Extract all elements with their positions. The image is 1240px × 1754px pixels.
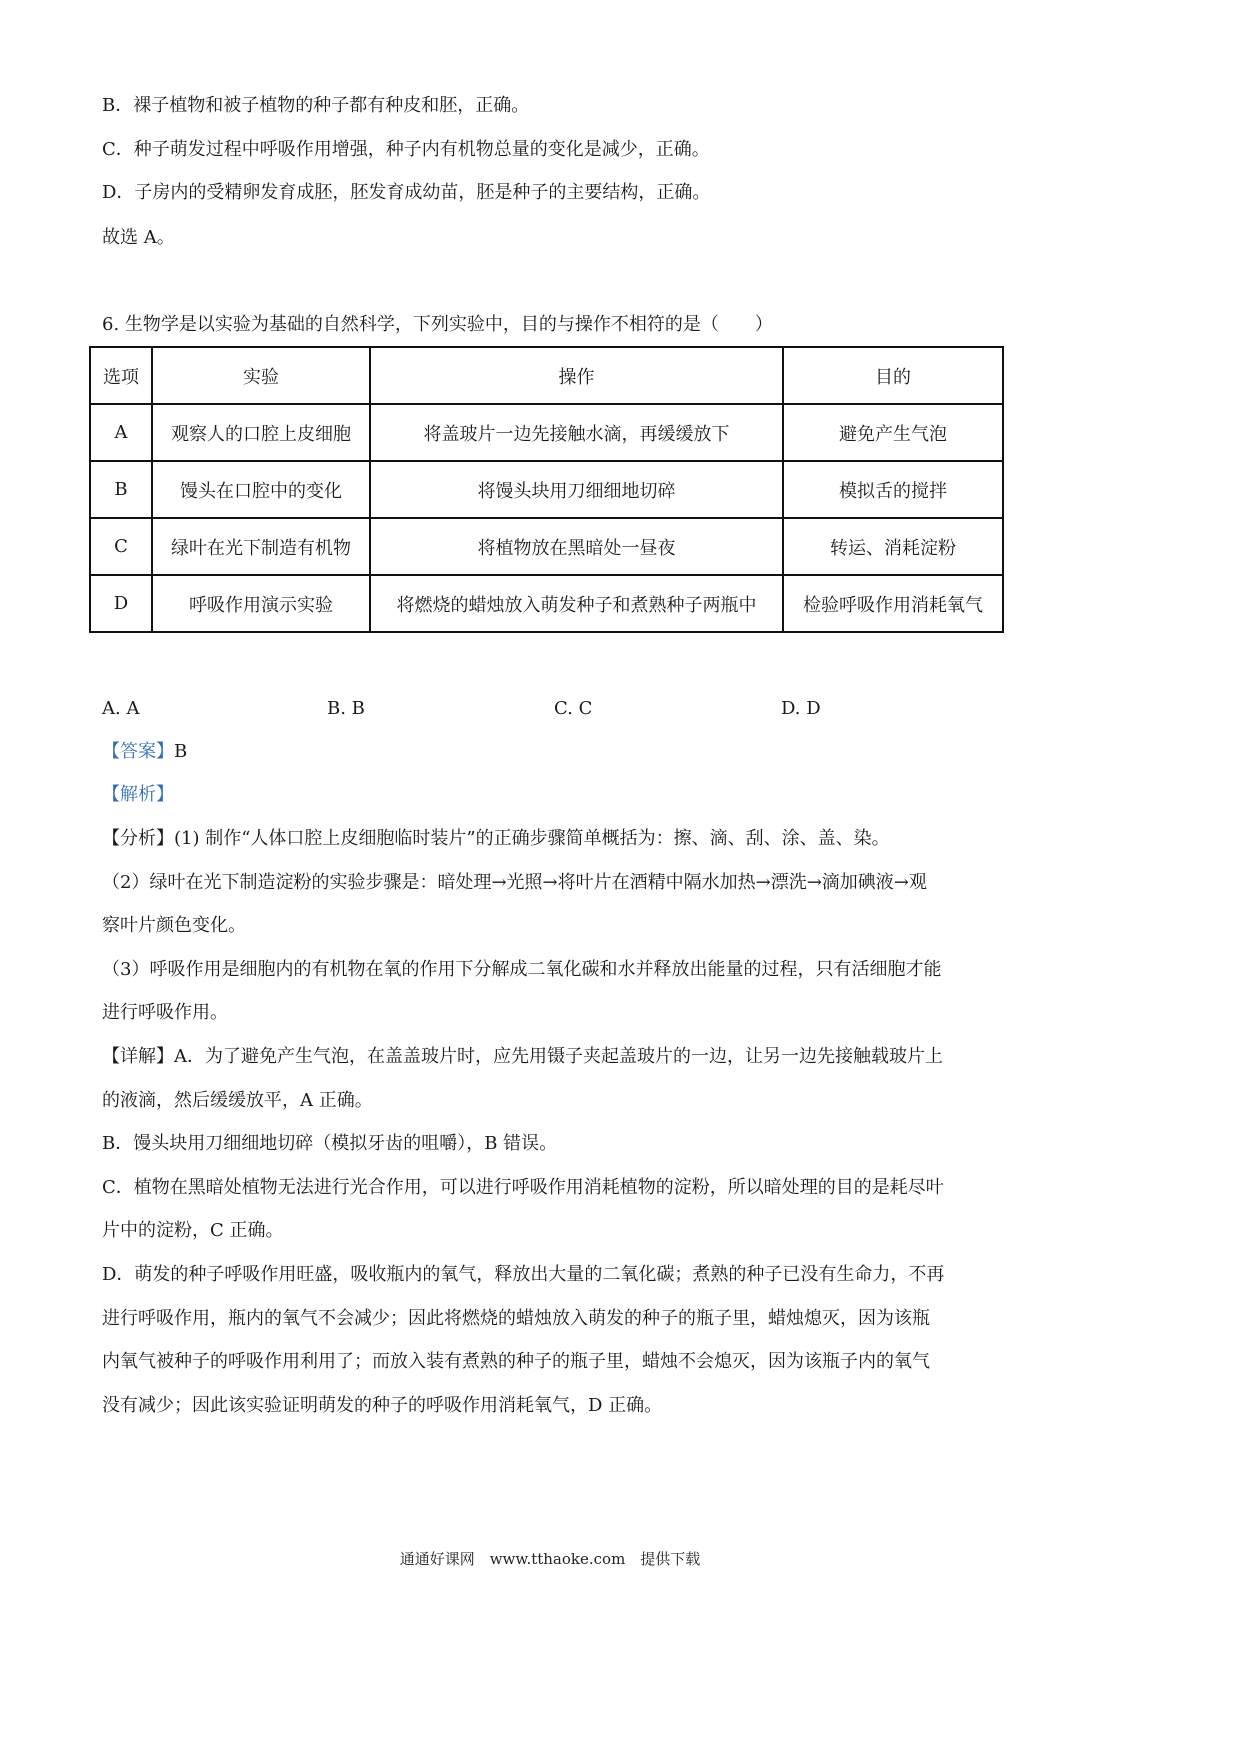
prev-option-d: D．子房内的受精卵发育成胚，胚发育成幼苗，胚是种子的主要结构，正确。 xyxy=(102,182,711,203)
question-stem: 6. 生物学是以实验为基础的自然科学，下列实验中，目的与操作不相符的是（ ） xyxy=(102,314,773,335)
table-cell: D xyxy=(90,575,152,632)
table-cell: 检验呼吸作用消耗氧气 xyxy=(783,575,1003,632)
table-cell: 将植物放在黑暗处一昼夜 xyxy=(370,518,783,575)
analysis-line: 察叶片颜色变化。 xyxy=(102,915,246,936)
table-cell: 馒头在口腔中的变化 xyxy=(152,461,370,518)
table-header-row xyxy=(90,347,1003,404)
table-header-cell: 实验 xyxy=(152,347,370,404)
analysis-line: （2）绿叶在光下制造淀粉的实验步骤是：暗处理→光照→将叶片在酒精中隔水加热→漂洗→滴加碘液→观 xyxy=(102,872,927,893)
page-footer: 通通好课网 www.tthaoke.com 提供下载 xyxy=(399,1550,701,1568)
table-cell: 呼吸作用演示实验 xyxy=(152,575,370,632)
analysis-tag: 【解析】 xyxy=(102,784,174,805)
answer-line xyxy=(102,740,187,764)
table-header-cell: 目的 xyxy=(783,347,1003,404)
answer-value: B xyxy=(174,741,188,762)
table-row xyxy=(90,575,1003,632)
prev-conclusion: 故选 A。 xyxy=(102,227,175,248)
table-cell: C xyxy=(90,518,152,575)
table-cell: 模拟舌的搅拌 xyxy=(783,461,1003,518)
table-row xyxy=(90,518,1003,575)
analysis-line: 【分析】(1) 制作“人体口腔上皮细胞临时装片”的正确步骤简单概括为：擦、滴、刮、涂、盖、染。 xyxy=(102,828,890,849)
answer-tag: 【答案】 xyxy=(102,741,174,762)
option-c: C. C xyxy=(554,698,593,719)
analysis-line: 进行呼吸作用，瓶内的氧气不会减少；因此将燃烧的蜡烛放入萌发的种子的瓶子里，蜡烛熄灭，因为该瓶 xyxy=(102,1308,930,1329)
table-cell: 观察人的口腔上皮细胞 xyxy=(152,404,370,461)
table-cell: 将燃烧的蜡烛放入萌发种子和煮熟种子两瓶中 xyxy=(370,575,783,632)
analysis-line: 片中的淀粉，C 正确。 xyxy=(102,1220,284,1241)
table-row xyxy=(90,404,1003,461)
analysis-line: 没有减少；因此该实验证明萌发的种子的呼吸作用消耗氧气，D 正确。 xyxy=(102,1395,663,1416)
analysis-line: 内氧气被种子的呼吸作用利用了；而放入装有煮熟的种子的瓶子里，蜡烛不会熄灭，因为该瓶子内的氧气 xyxy=(102,1351,930,1372)
option-b: B. B xyxy=(327,698,365,719)
table-cell: 将馒头块用刀细细地切碎 xyxy=(370,461,783,518)
table-cell: B xyxy=(90,461,152,518)
option-d: D. D xyxy=(781,698,821,719)
table-header-cell: 操作 xyxy=(370,347,783,404)
question-table xyxy=(89,346,1004,633)
analysis-line: 进行呼吸作用。 xyxy=(102,1002,228,1023)
analysis-line: C．植物在黑暗处植物无法进行光合作用，可以进行呼吸作用消耗植物的淀粉，所以暗处理的目的是耗尽叶 xyxy=(102,1177,944,1198)
table-header-cell: 选项 xyxy=(90,347,152,404)
analysis-line: （3）呼吸作用是细胞内的有机物在氧的作用下分解成二氧化碳和水并释放出能量的过程，只有活细胞才能 xyxy=(102,959,942,980)
analysis-line: D．萌发的种子呼吸作用旺盛，吸收瓶内的氧气，释放出大量的二氧化碳；煮熟的种子已没有生命力，不再 xyxy=(102,1264,945,1285)
analysis-line: B．馒头块用刀细细地切碎（模拟牙齿的咀嚼），B 错误。 xyxy=(102,1133,558,1154)
table-row xyxy=(90,461,1003,518)
table-cell: 避免产生气泡 xyxy=(783,404,1003,461)
table-cell: 绿叶在光下制造有机物 xyxy=(152,518,370,575)
table-cell: A xyxy=(90,404,152,461)
analysis-line: 【详解】A．为了避免产生气泡，在盖盖玻片时，应先用镊子夹起盖玻片的一边，让另一边先接触载玻片上 xyxy=(102,1046,943,1067)
table-cell: 将盖玻片一边先接触水滴，再缓缓放下 xyxy=(370,404,783,461)
option-a: A. A xyxy=(102,698,140,719)
prev-option-c: C．种子萌发过程中呼吸作用增强，种子内有机物总量的变化是减少，正确。 xyxy=(102,139,710,160)
prev-option-b: B．裸子植物和被子植物的种子都有种皮和胚，正确。 xyxy=(102,95,530,116)
table-cell: 转运、消耗淀粉 xyxy=(783,518,1003,575)
analysis-line: 的液滴，然后缓缓放平，A 正确。 xyxy=(102,1090,373,1111)
